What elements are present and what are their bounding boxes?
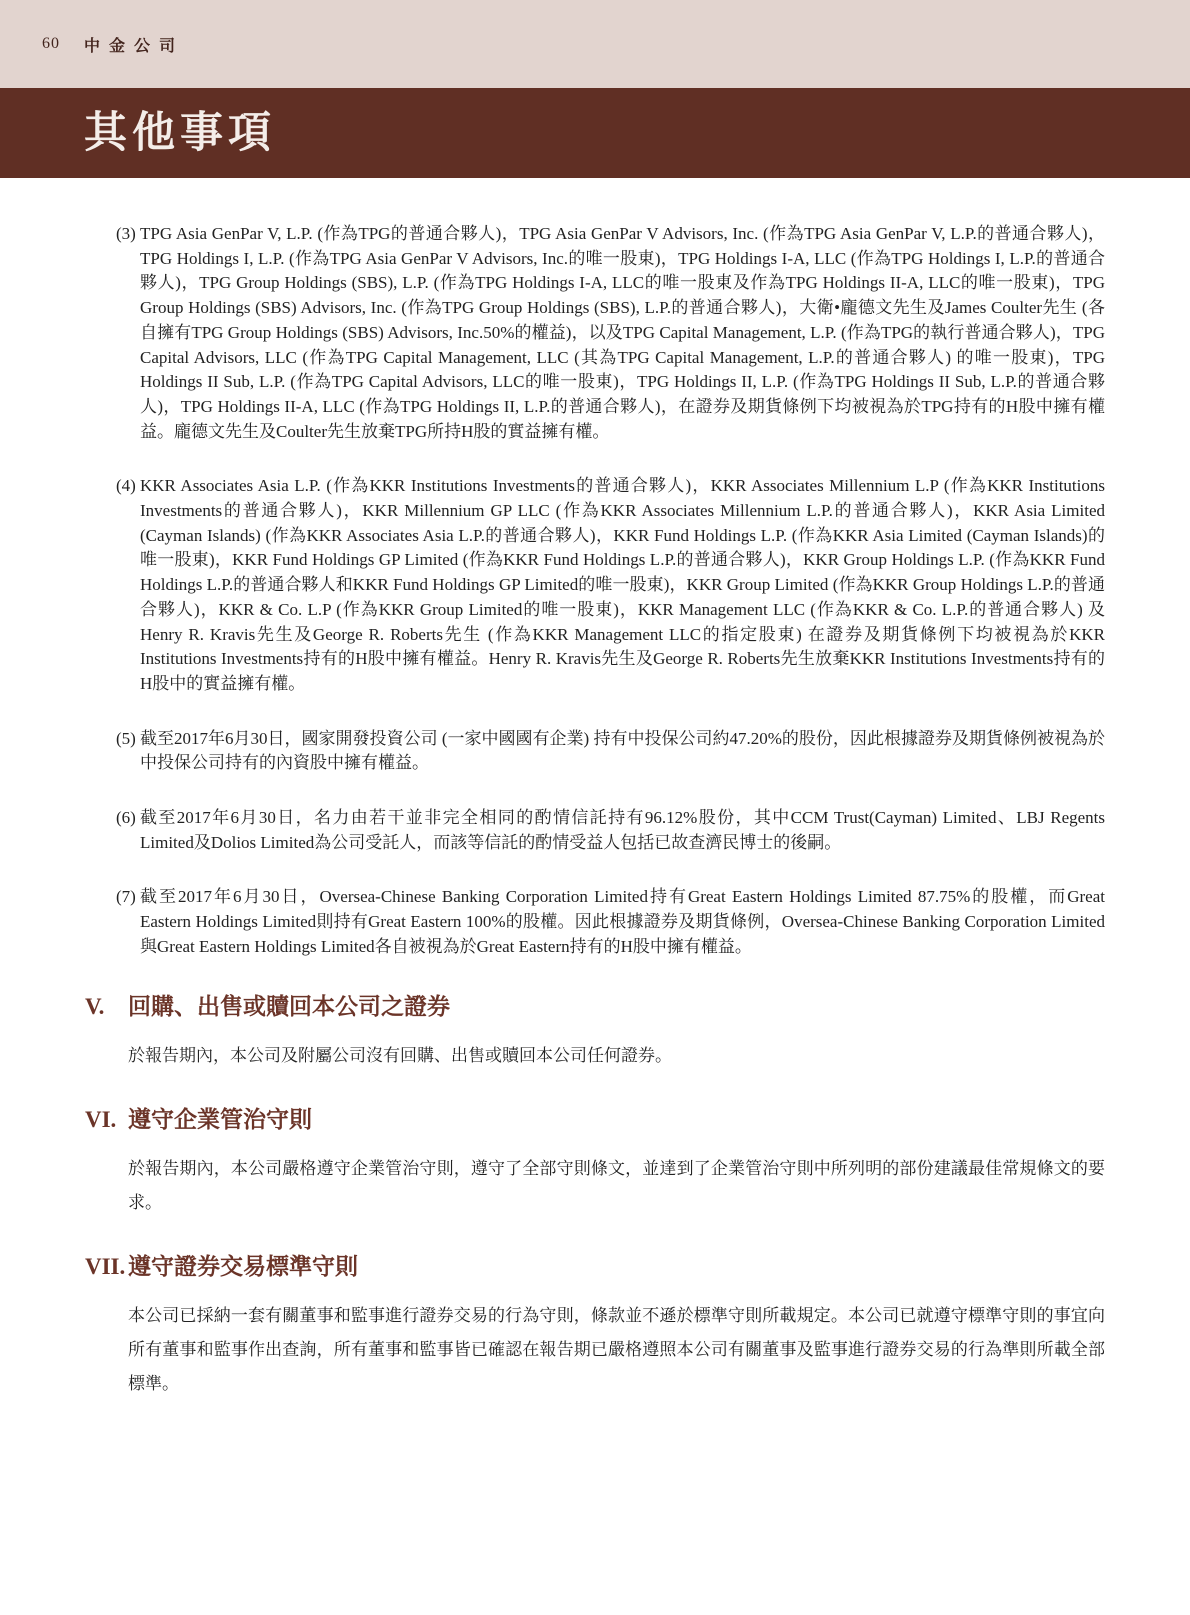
chapter-banner: [0, 88, 1190, 178]
section-heading: [85, 992, 1105, 1022]
section-repurchase: [85, 992, 1105, 1073]
page-number: 60: [42, 35, 60, 52]
section-title: 回購、出售或贖回本公司之證券: [128, 993, 450, 1019]
company-name: 中金公司: [84, 37, 185, 55]
page-header: [0, 0, 1190, 88]
section-body: 於報告期內，本公司嚴格遵守企業管治守則，遵守了全部守則條文，並達到了企業管治守則中所列明的部份建議最佳常規條文的要求。: [128, 1158, 1105, 1212]
note-text: KKR Associates Asia L.P. (作為KKR Institutions Investments的普通合夥人)，KKR Associates Millennium L.P (作為KKR Institutions Investments的普通合夥人)，KKR Millennium GP LLC (作為KKR Associates Millennium L.P.的普通合夥人)，KKR Asia Limited (Cayman Islands) (作為KKR Associates Asia L.P.的普通合夥人)，KKR Fund Holdings L.P. (作為KKR Asia Limited (Cayman Islands)的唯一股東)，KKR Fund Holdings GP Limited (作為KKR Fund Holdings L.P.的普通合夥人)，KKR Group Holdings L.P. (作為KKR Fund Holdings L.P.的普通合夥人和KKR Fund Holdings GP Limited的唯一股東)，KKR Group Limited (作為KKR Group Holdings L.P.的普通合夥人)，KKR & Co. L.P (作為KKR Group Limited的唯一股東)，KKR Management LLC (作為KKR & Co. L.P.的普通合夥人) 及Henry R. Kravis先生及George R. Roberts先生 (作為KKR Management LLC的指定股東) 在證券及期貨條例下均被視為於KKR Institutions Investments持有的H股中擁有權益。Henry R. Kravis先生及George R. Roberts先生放棄KKR Institutions Investments持有的H股中的實益擁有權。: [140, 476, 1105, 693]
section-numeral: VI.: [85, 1106, 117, 1132]
section-body: 於報告期內，本公司及附屬公司沒有回購、出售或贖回本公司任何證券。: [128, 1045, 672, 1065]
note-text: 截至2017年6月30日，Oversea-Chinese Banking Corporation Limited持有Great Eastern Holdings Limited 87.75%的股權，而Great Eastern Holdings Limited則持有Great Eastern 100%的股權。因此根據證券及期貨條例，Oversea-Chinese Banking Corporation Limited與Great Eastern Holdings Limited各自被視為於Great Eastern持有的H股中擁有權益。: [140, 887, 1105, 956]
section-numeral: V.: [85, 993, 105, 1019]
note-item-6: [116, 806, 1105, 855]
section-heading: [85, 1105, 1105, 1135]
note-item-4: [116, 474, 1105, 696]
note-text: TPG Asia GenPar V, L.P. (作為TPG的普通合夥人)，TPG Asia GenPar V Advisors, Inc. (作為TPG Asia GenPar V, L.P.的普通合夥人)，TPG Holdings I, L.P. (作為TPG Asia GenPar V Advisors, Inc.的唯一股東)，TPG Holdings I-A, LLC (作為TPG Holdings I, L.P.的普通合夥人)，TPG Group Holdings (SBS), L.P. (作為TPG Holdings I-A, LLC的唯一股東及作為TPG Holdings II-A, LLC的唯一股東)，TPG Group Holdings (SBS) Advisors, Inc. (作為TPG Group Holdings (SBS), L.P.的普通合夥人)，大衛•龐德文先生及James Coulter先生 (各自擁有TPG Group Holdings (SBS) Advisors, Inc.50%的權益)，以及TPG Capital Management, L.P. (作為TPG的執行普通合夥人)，TPG Capital Advisors, LLC (作為TPG Capital Management, LLC (其為TPG Capital Management, L.P.的普通合夥人) 的唯一股東)，TPG Holdings II Sub, L.P. (作為TPG Capital Advisors, LLC的唯一股東)，TPG Holdings II, L.P. (作為TPG Holdings II Sub, L.P.的普通合夥人)，TPG Holdings II-A, LLC (作為TPG Holdings II, L.P.的普通合夥人)，在證券及期貨條例下均被視為於TPG持有的H股中擁有權益。龐德文先生及Coulter先生放棄TPG所持H股的實益擁有權。: [140, 224, 1105, 441]
note-text: 截至2017年6月30日，國家開發投資公司 (一家中國國有企業) 持有中投保公司約47.20%的股份，因此根據證券及期貨條例被視為於中投保公司持有的內資股中擁有權益。: [140, 728, 1105, 773]
section-numeral: VII.: [85, 1253, 126, 1279]
chapter-title: 其他事項: [84, 109, 276, 157]
note-number: (6): [116, 808, 136, 828]
note-item-5: [116, 727, 1105, 776]
page-content: [0, 178, 1190, 1401]
section-title: 遵守企業管治守則: [128, 1106, 312, 1132]
section-securities-dealing-code: [85, 1252, 1105, 1401]
section-heading: [85, 1252, 1105, 1282]
note-item-3: [116, 222, 1105, 444]
note-number: (5): [116, 728, 136, 748]
section-corporate-governance: [85, 1105, 1105, 1220]
note-number: (4): [116, 476, 136, 496]
section-body: 本公司已採納一套有關董事和監事進行證券交易的行為守則，條款並不遜於標準守則所載規定。本公司已就遵守標準守則的事宜向所有董事和監事作出查詢，所有董事和監事皆已確認在報告期已嚴格遵照本公司有關董事及監事進行證券交易的行為準則所載全部標準。: [128, 1305, 1105, 1393]
note-number: (3): [116, 224, 136, 243]
note-number: (7): [116, 887, 136, 907]
note-item-7: [116, 885, 1105, 959]
note-text: 截至2017年6月30日，名力由若干並非完全相同的酌情信託持有96.12%股份，其中CCM Trust(Cayman) Limited、LBJ Regents Limited及Dolios Limited為公司受託人，而該等信託的酌情受益人包括已故查濟民博士的後嗣。: [140, 808, 1105, 852]
section-title: 遵守證券交易標準守則: [128, 1253, 358, 1279]
